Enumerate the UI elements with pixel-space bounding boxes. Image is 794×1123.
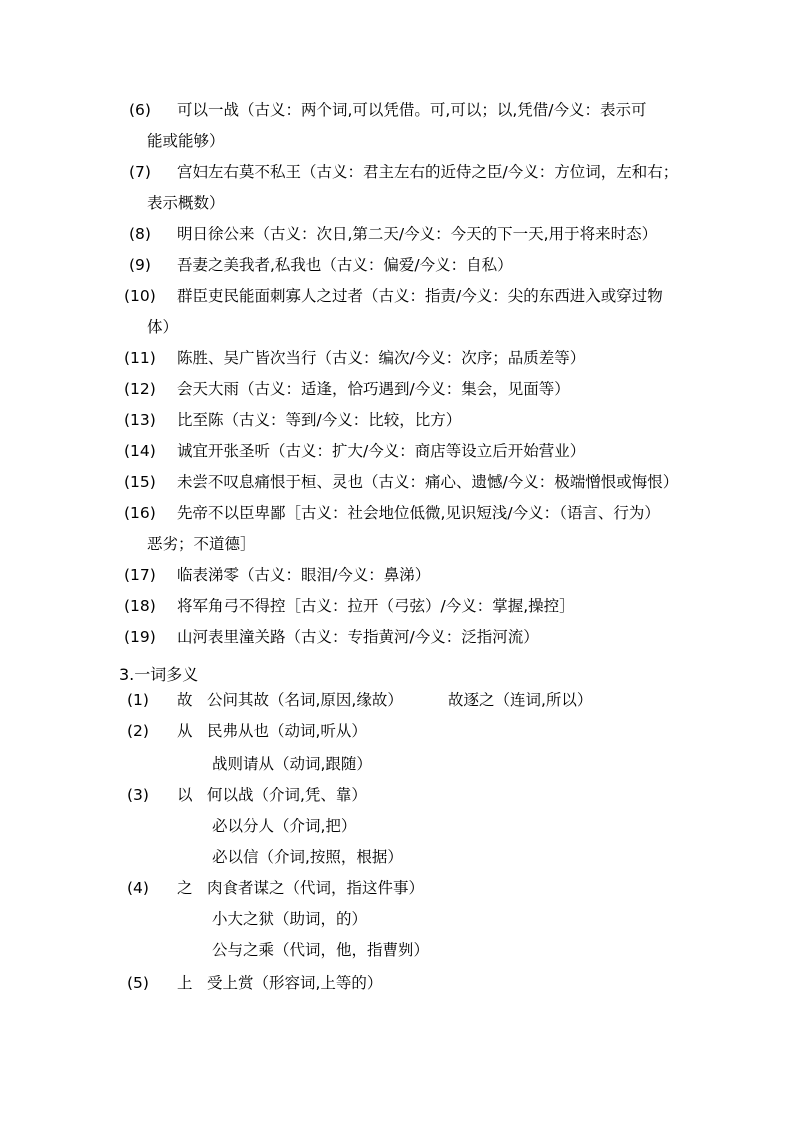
item-text: 临表涕零（古义：眼泪/今义：鼻涕） — [177, 566, 431, 584]
item-word: 从 — [177, 722, 193, 740]
item-text: 民弗从也（动词,听从） — [207, 722, 367, 740]
item-number: (2) — [127, 722, 149, 740]
item-number: (18) — [124, 597, 156, 615]
item-text: 会天大雨（古义：适逢，恰巧遇到/今义：集会，见面等） — [177, 380, 570, 398]
item-text: 将军角弓不得控［古义：拉开（弓弦）/今义：掌握,操控］ — [177, 597, 575, 615]
item-text: 先帝不以臣卑鄙［古义：社会地位低微,见识短浅/今义：（语言、行为） — [177, 504, 660, 522]
item-text: 表示概数） — [147, 194, 225, 212]
item-word: 以 — [177, 786, 193, 804]
item-text: 山河表里潼关路（古义：专指黄河/今义：泛指河流） — [177, 628, 539, 646]
item-word: 故 — [177, 691, 193, 709]
item-number: (10) — [124, 287, 156, 305]
item-number: (5) — [127, 974, 149, 992]
item-text: 肉食者谋之（代词，指这件事） — [207, 879, 425, 897]
item-number: (19) — [124, 628, 156, 646]
item-number: (4) — [127, 879, 149, 897]
item-text: 宫妇左右莫不私王（古义：君主左右的近侍之臣/今义：方位词，左和右； — [177, 163, 679, 181]
item-text: 必以信（介词,按照，根据） — [212, 848, 403, 866]
item-number: (15) — [124, 473, 156, 491]
item-number: (6) — [129, 101, 151, 119]
item-text: 诚宜开张圣听（古义：扩大/今义：商店等设立后开始营业） — [177, 442, 586, 460]
item-number: (7) — [129, 163, 151, 181]
item-text: 公问其故（名词,原因,缘故） — [207, 691, 403, 709]
item-text: 受上赏（形容词,上等的） — [207, 974, 383, 992]
item-text: 陈胜、吴广皆次当行（古义：编次/今义：次序；品质差等） — [177, 349, 586, 367]
item-number: (1) — [127, 691, 149, 709]
item-word: 之 — [177, 879, 193, 897]
item-number: (8) — [129, 225, 151, 243]
item-text: 可以一战（古义：两个词,可以凭借。可,可以；以,凭借/今义：表示可 — [177, 101, 647, 119]
item-number: (12) — [124, 380, 156, 398]
section-heading: 3.一词多义 — [119, 665, 199, 684]
item-text: 明日徐公来（古义：次日,第二天/今义：今天的下一天,用于将来时态） — [177, 225, 658, 243]
item-text: 恶劣；不道德］ — [147, 535, 256, 553]
item-text: 比至陈（古义：等到/今义：比较，比方） — [177, 411, 462, 429]
item-text: 小大之狱（助词，的） — [212, 910, 368, 928]
item-text: 必以分人（介词,把） — [212, 817, 357, 835]
item-text: 吾妻之美我者,私我也（古义：偏爱/今义：自私） — [177, 256, 513, 274]
item-text: 战则请从（动词,跟随） — [212, 755, 372, 773]
item-number: (3) — [127, 786, 149, 804]
item-text: 群臣吏民能面刺寡人之过者（古义：指责/今义：尖的东西进入或穿过物 — [177, 287, 663, 305]
item-number: (17) — [124, 566, 156, 584]
item-number: (9) — [129, 256, 151, 274]
item-word: 上 — [177, 974, 193, 992]
item-number: (13) — [124, 411, 156, 429]
item-text: 体） — [147, 318, 179, 336]
item-text: 公与之乘（代词，他，指曹刿） — [212, 941, 430, 959]
item-text: 未尝不叹息痛恨于桓、灵也（古义：痛心、遗憾/今义：极端憎恨或悔恨） — [177, 473, 679, 491]
item-number: (14) — [124, 442, 156, 460]
item-text: 能或能够） — [147, 132, 225, 150]
item-text: 故逐之（连词,所以） — [448, 691, 593, 709]
item-number: (11) — [124, 349, 156, 367]
item-text: 何以战（介词,凭、靠） — [207, 786, 367, 804]
item-number: (16) — [124, 504, 156, 522]
